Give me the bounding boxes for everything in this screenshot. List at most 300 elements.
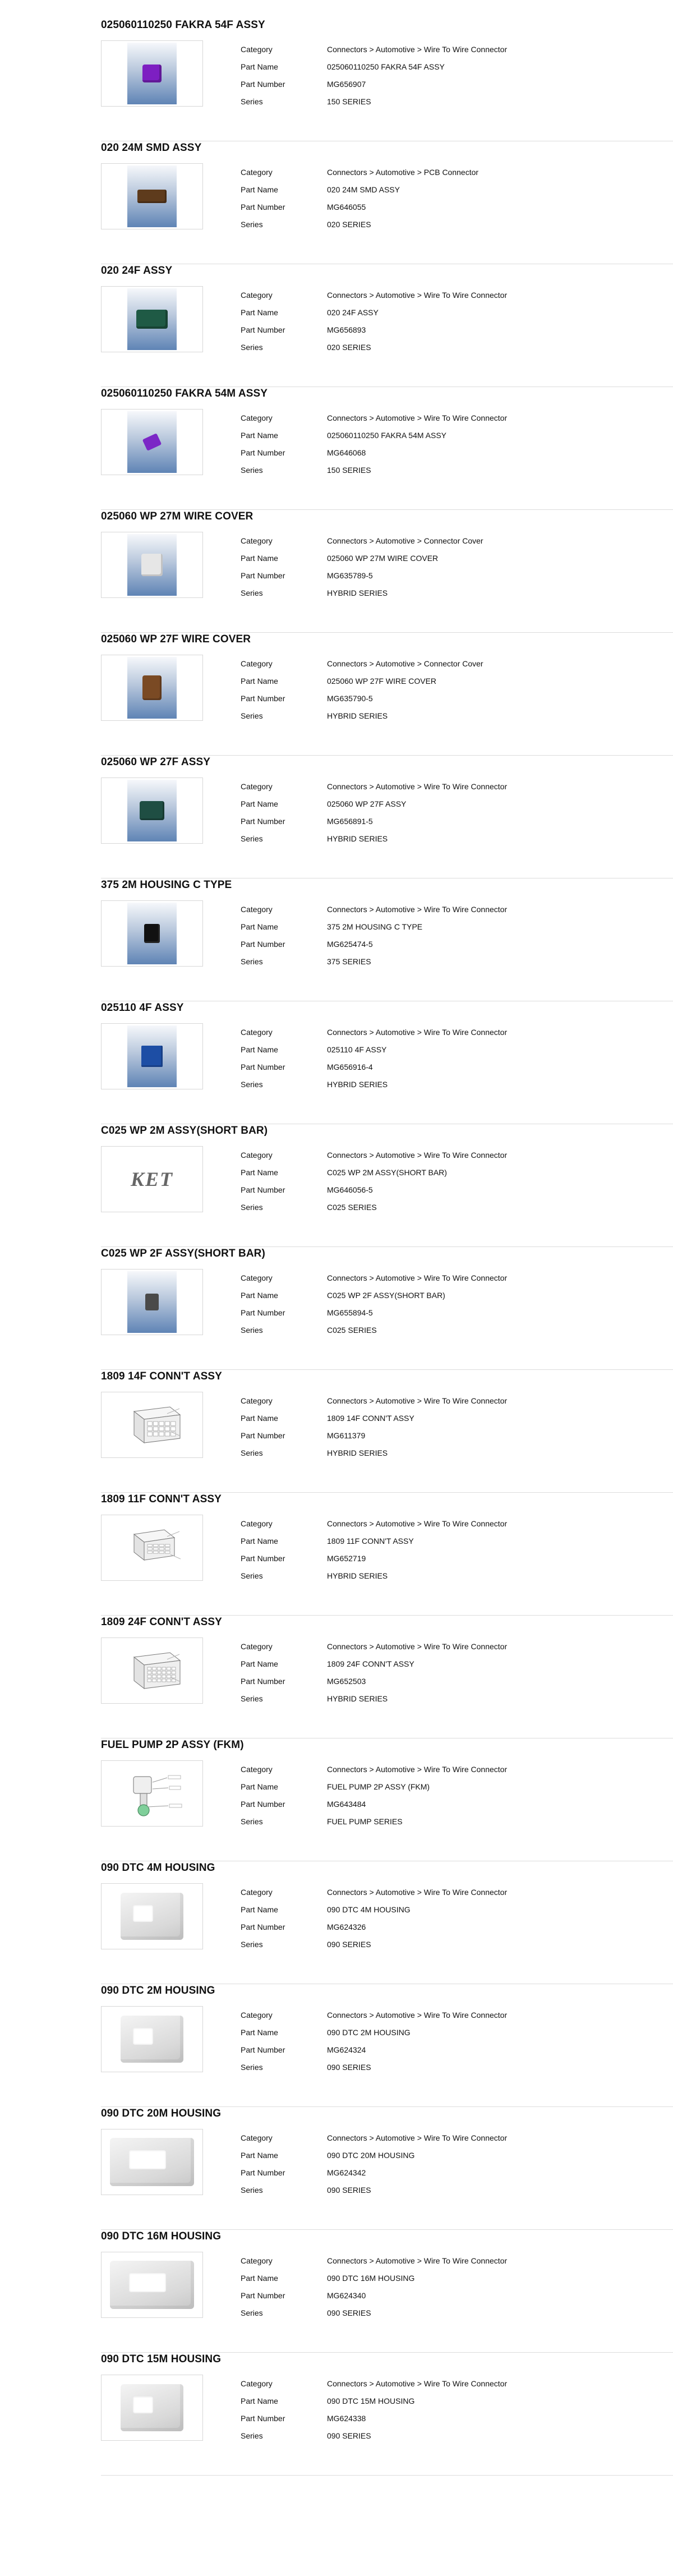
category-label: Category [241,1273,273,1282]
part-name-label: Part Name [241,2150,278,2160]
product-thumbnail[interactable] [101,1023,203,1089]
part-name-value: 090 DTC 2M HOUSING [327,2027,411,2037]
category-label: Category [241,781,273,791]
category-row [241,900,628,918]
series-label: Series [241,1816,263,1826]
white-housing-icon [121,1893,183,1940]
part-number-value: MG646068 [327,448,366,457]
product-thumbnail[interactable] [101,40,203,107]
category-value: Connectors > Automotive > Wire To Wire Connector [327,413,508,422]
cavity [147,1679,151,1682]
series-label: Series [241,1939,263,1949]
callout-line [170,1554,181,1559]
category-row [241,409,628,426]
product-thumbnail[interactable] [101,286,203,352]
product-meta [241,1883,628,1953]
product-meta [241,1269,628,1338]
series-row [241,2181,628,2198]
product-meta [241,1146,628,1216]
part-name-value: 090 DTC 16M HOUSING [327,2273,415,2283]
part-number-value: MG635789-5 [327,571,373,580]
product-title[interactable]: 020 24F ASSY [101,265,173,277]
product-body [101,2129,673,2198]
part-name-row [241,1901,628,1918]
product-thumbnail[interactable] [101,1392,203,1458]
part-number-value: MG646055 [327,202,366,211]
product-image [127,534,177,596]
product-image [102,1638,202,1703]
category-row [241,655,628,672]
part-number-row [241,1672,628,1690]
product-body [101,1515,673,1584]
product-body [101,286,673,356]
part-name-row [241,303,628,321]
product-meta [241,2252,628,2321]
part-number-row [241,75,628,93]
series-row [241,1075,628,1093]
product-title[interactable]: 025060110250 FAKRA 54M ASSY [101,388,268,399]
product-thumbnail[interactable] [101,2252,203,2318]
part-number-row [241,689,628,707]
cavity [167,1675,171,1678]
category-label: Category [241,1150,273,1160]
product-meta [241,286,628,356]
product-meta [241,2129,628,2198]
part-number-label: Part Number [241,1799,285,1809]
cavity [172,1667,176,1670]
category-value: Connectors > Automotive > Wire To Wire Connector [327,1273,508,1282]
part-name-label: Part Name [241,1782,278,1791]
product-meta [241,409,628,479]
part-number-row [241,2164,628,2181]
series-row [241,584,628,601]
cavity [147,1548,153,1550]
product-item [101,141,673,264]
category-row [241,2252,628,2269]
product-thumbnail[interactable] [101,1637,203,1704]
cavity [157,1671,161,1674]
cavity [159,1551,164,1553]
series-value: HYBRID SERIES [327,711,388,720]
category-value: Connectors > Automotive > Wire To Wire Connector [327,2133,508,2142]
part-name-value: 090 DTC 15M HOUSING [327,2396,415,2405]
part-number-value: MG656907 [327,79,366,89]
part-name-label: Part Name [241,799,278,808]
product-list [101,19,673,2476]
part-number-label: Part Number [241,1185,285,1194]
series-row [241,830,628,847]
product-thumbnail[interactable] [101,655,203,721]
series-label: Series [241,2185,263,2195]
product-item [101,1616,673,1738]
callout-box-3 [169,1804,182,1807]
part-name-value: 090 DTC 4M HOUSING [327,1905,411,1914]
product-image [102,2129,202,2195]
cavity [165,1427,169,1430]
category-label: Category [241,167,273,177]
part-number-value: MG656891-5 [327,816,373,826]
part-number-row [241,812,628,830]
series-label: Series [241,588,263,597]
product-title[interactable]: 1809 24F CONN'T ASSY [101,1616,222,1628]
cavity [154,1551,159,1553]
part-number-label: Part Number [241,325,285,334]
purple-connector-icon [142,433,162,451]
part-name-row [241,2392,628,2409]
white-housing-icon [110,2261,194,2309]
category-row [241,1883,628,1901]
product-meta [241,40,628,110]
product-item [101,2230,673,2353]
part-name-row [241,1286,628,1304]
series-value: 090 SERIES [327,2062,371,2072]
series-value: HYBRID SERIES [327,1079,388,1089]
product-item [101,1493,673,1616]
category-row [241,40,628,58]
part-number-value: MG635790-5 [327,693,373,703]
cavity [159,1544,164,1547]
category-label: Category [241,904,273,914]
product-thumbnail[interactable] [101,2006,203,2072]
product-title[interactable]: FUEL PUMP 2P ASSY (FKM) [101,1739,244,1751]
category-value: Connectors > Automotive > Wire To Wire Connector [327,1887,508,1897]
part-number-row [241,198,628,215]
part-number-label: Part Number [241,571,285,580]
category-value: Connectors > Automotive > Wire To Wire Connector [327,1641,508,1651]
part-name-value: 1809 24F CONN'T ASSY [327,1659,414,1668]
part-number-row [241,1058,628,1075]
series-row [241,1321,628,1338]
callout-line-1 [153,1778,167,1782]
cavity [165,1432,169,1436]
product-title[interactable]: C025 WP 2F ASSY(SHORT BAR) [101,1248,265,1259]
category-label: Category [241,1764,273,1774]
part-name-row [241,58,628,75]
product-body [101,2252,673,2321]
white-housing-icon [121,2016,183,2063]
category-row [241,2006,628,2023]
category-value: Connectors > Automotive > Connector Cover [327,536,483,545]
part-number-value: MG611379 [327,1430,366,1440]
white-housing-icon [110,2138,194,2186]
part-number-value: MG643484 [327,1799,366,1809]
part-name-row [241,2269,628,2287]
cavity [153,1427,158,1430]
part-name-value: 375 2M HOUSING C TYPE [327,922,423,931]
series-value: HYBRID SERIES [327,1448,388,1457]
cavity [165,1422,169,1425]
product-title[interactable]: 090 DTC 2M HOUSING [101,1985,215,1997]
part-name-label: Part Name [241,1045,278,1054]
series-label: Series [241,465,263,475]
series-value: FUEL PUMP SERIES [327,1816,403,1826]
category-label: Category [241,1887,273,1897]
part-name-value: 025060 WP 27F WIRE COVER [327,676,437,686]
part-name-row [241,1532,628,1549]
part-number-label: Part Number [241,2168,285,2177]
product-title[interactable]: 025110 4F ASSY [101,1002,184,1014]
housing-front-face [144,1660,180,1689]
part-number-value: MG656916-4 [327,1062,373,1071]
category-label: Category [241,44,273,54]
part-number-row [241,567,628,584]
part-number-value: MG652719 [327,1553,366,1563]
fuel-pump-body [133,1777,151,1793]
product-item [101,510,673,633]
product-image [127,903,177,964]
part-number-label: Part Number [241,202,285,211]
product-thumbnail[interactable] [101,900,203,967]
part-number-row [241,1427,628,1444]
series-value: 090 SERIES [327,2185,371,2195]
product-thumbnail[interactable] [101,1146,203,1212]
green-connector-icon [140,801,164,820]
cavity [162,1679,166,1682]
category-label: Category [241,290,273,300]
part-name-row [241,181,628,198]
category-value: Connectors > Automotive > Wire To Wire Connector [327,290,508,300]
part-name-value: 1809 11F CONN'T ASSY [327,1536,414,1545]
category-row [241,1146,628,1163]
series-label: Series [241,1694,263,1703]
product-meta [241,1392,628,1461]
product-title[interactable]: 025060 WP 27M WIRE COVER [101,510,253,522]
cavity [153,1422,158,1425]
product-thumbnail[interactable] [101,2129,203,2195]
connector-sketch-icon [110,1645,194,1696]
cavity [147,1432,152,1436]
category-value: Connectors > Automotive > PCB Connector [327,167,479,177]
series-value: 020 SERIES [327,342,371,352]
product-meta [241,163,628,233]
purple-connector-icon [142,65,162,82]
brand-logo: KET [130,1168,173,1190]
series-value: C025 SERIES [327,1325,377,1335]
product-item [101,1984,673,2107]
part-number-value: MG625474-5 [327,939,373,949]
product-item [101,1001,673,1124]
category-row [241,1760,628,1778]
part-number-row [241,2041,628,2058]
category-value: Connectors > Automotive > Wire To Wire Connector [327,904,508,914]
product-thumbnail[interactable] [101,1269,203,1335]
cavity [157,1675,161,1678]
product-item [101,1124,673,1247]
seal-ring [138,1805,149,1816]
cavity [167,1671,171,1674]
product-title[interactable]: 090 DTC 16M HOUSING [101,2230,222,2242]
category-label: Category [241,2010,273,2020]
product-thumbnail[interactable] [101,1515,203,1581]
series-label: Series [241,96,263,106]
series-value: HYBRID SERIES [327,1694,388,1703]
product-meta [241,2006,628,2076]
cavity [172,1671,176,1674]
product-thumbnail[interactable] [101,532,203,598]
part-name-label: Part Name [241,1659,278,1668]
part-number-row [241,1304,628,1321]
part-name-label: Part Name [241,1290,278,1300]
series-label: Series [241,2308,263,2317]
part-name-label: Part Name [241,2273,278,2283]
part-number-value: MG624338 [327,2413,366,2423]
product-title[interactable]: 025060 WP 27F ASSY [101,756,211,768]
product-image [127,1271,177,1333]
product-title[interactable]: 375 2M HOUSING C TYPE [101,879,232,891]
cavity [147,1551,153,1553]
callout-box-1 [168,1775,181,1779]
cavity [154,1548,159,1550]
part-number-label: Part Number [241,1553,285,1563]
product-thumbnail[interactable] [101,778,203,844]
part-name-label: Part Name [241,2027,278,2037]
product-item [101,19,673,141]
series-value: 090 SERIES [327,2431,371,2440]
category-row [241,1392,628,1409]
part-number-value: MG652503 [327,1676,366,1686]
part-number-row [241,1181,628,1198]
connector-sketch-icon [110,1522,194,1574]
category-value: Connectors > Automotive > Wire To Wire Connector [327,2010,508,2020]
product-title[interactable]: 090 DTC 20M HOUSING [101,2108,222,2119]
series-row [241,1444,628,1461]
series-label: Series [241,2062,263,2072]
part-name-row [241,1409,628,1427]
product-body [101,1392,673,1461]
part-number-label: Part Number [241,2290,285,2300]
category-value: Connectors > Automotive > Wire To Wire Connector [327,2256,508,2265]
part-number-row [241,2287,628,2304]
part-name-value: 025060110250 FAKRA 54M ASSY [327,430,447,440]
product-title[interactable]: 090 DTC 4M HOUSING [101,1862,215,1874]
product-body [101,1637,673,1707]
cavity [159,1432,164,1436]
part-number-value: MG624340 [327,2290,366,2300]
part-name-row [241,2146,628,2164]
series-label: Series [241,711,263,720]
product-image [127,657,177,719]
callout-line-2 [153,1788,168,1789]
product-image [102,2375,202,2440]
cavity [153,1679,156,1682]
series-row [241,1690,628,1707]
series-value: HYBRID SERIES [327,834,388,843]
series-value: HYBRID SERIES [327,1571,388,1580]
product-title[interactable]: 1809 14F CONN'T ASSY [101,1370,222,1382]
product-thumbnail[interactable] [101,409,203,475]
cavity [157,1679,161,1682]
product-title[interactable]: 1809 11F CONN'T ASSY [101,1493,222,1505]
series-label: Series [241,2431,263,2440]
part-name-row [241,426,628,444]
part-number-value: MG624326 [327,1922,366,1931]
part-name-label: Part Name [241,1905,278,1914]
part-name-value: 025060 WP 27F ASSY [327,799,407,808]
product-title[interactable]: 025060110250 FAKRA 54F ASSY [101,19,265,31]
cavity [165,1551,170,1553]
part-number-row [241,1549,628,1567]
product-body [101,655,673,724]
part-number-row [241,935,628,953]
series-label: Series [241,834,263,843]
product-thumbnail[interactable] [101,163,203,229]
part-name-label: Part Name [241,1167,278,1177]
cavity [172,1675,176,1678]
product-item [101,1370,673,1493]
series-row [241,2427,628,2444]
cavity [159,1422,164,1425]
product-image [102,1884,202,1949]
category-value: Connectors > Automotive > Wire To Wire Connector [327,1519,508,1528]
blue-housing-icon [141,1046,163,1067]
product-body [101,778,673,847]
product-image [127,780,177,841]
connector-sketch-icon [110,1768,194,1819]
part-name-value: 020 24M SMD ASSY [327,185,400,194]
series-row [241,2304,628,2321]
product-title[interactable]: C025 WP 2M ASSY(SHORT BAR) [101,1125,268,1137]
part-number-label: Part Number [241,1308,285,1317]
product-image [102,1515,202,1580]
product-item [101,633,673,756]
product-item [101,1247,673,1370]
category-row [241,532,628,549]
category-label: Category [241,1396,273,1405]
product-title[interactable]: 090 DTC 15M HOUSING [101,2353,222,2365]
series-label: Series [241,219,263,229]
cavity [159,1548,164,1550]
cavity [157,1667,161,1670]
series-row [241,1813,628,1830]
category-label: Category [241,1519,273,1528]
cavity [147,1675,151,1678]
series-row [241,1935,628,1953]
product-item [101,2353,673,2476]
series-label: Series [241,1079,263,1089]
part-name-row [241,918,628,935]
series-row [241,1567,628,1584]
callout-box-2 [169,1786,181,1790]
category-row [241,778,628,795]
category-value: Connectors > Automotive > Wire To Wire Connector [327,1764,508,1774]
product-item [101,1861,673,1984]
product-title[interactable]: 025060 WP 27F WIRE COVER [101,633,251,645]
white-cover-icon [141,554,163,576]
product-thumbnail[interactable] [101,2375,203,2441]
part-name-label: Part Name [241,430,278,440]
product-title[interactable]: 020 24M SMD ASSY [101,142,202,154]
product-thumbnail[interactable] [101,1883,203,1949]
product-image [127,43,177,104]
category-label: Category [241,1027,273,1037]
part-name-label: Part Name [241,62,278,71]
part-number-value: MG624342 [327,2168,366,2177]
series-label: Series [241,1325,263,1335]
product-thumbnail[interactable] [101,1760,203,1827]
category-value: Connectors > Automotive > Wire To Wire Connector [327,781,508,791]
category-row [241,2375,628,2392]
part-name-label: Part Name [241,676,278,686]
product-item [101,2107,673,2230]
part-number-label: Part Number [241,1062,285,1071]
category-value: Connectors > Automotive > Wire To Wire Connector [327,1027,508,1037]
series-value: 375 SERIES [327,956,371,966]
connector-sketch-icon [110,1399,194,1451]
category-label: Category [241,659,273,668]
part-name-value: 020 24F ASSY [327,307,379,317]
cavity [153,1432,158,1436]
product-body [101,1760,673,1830]
